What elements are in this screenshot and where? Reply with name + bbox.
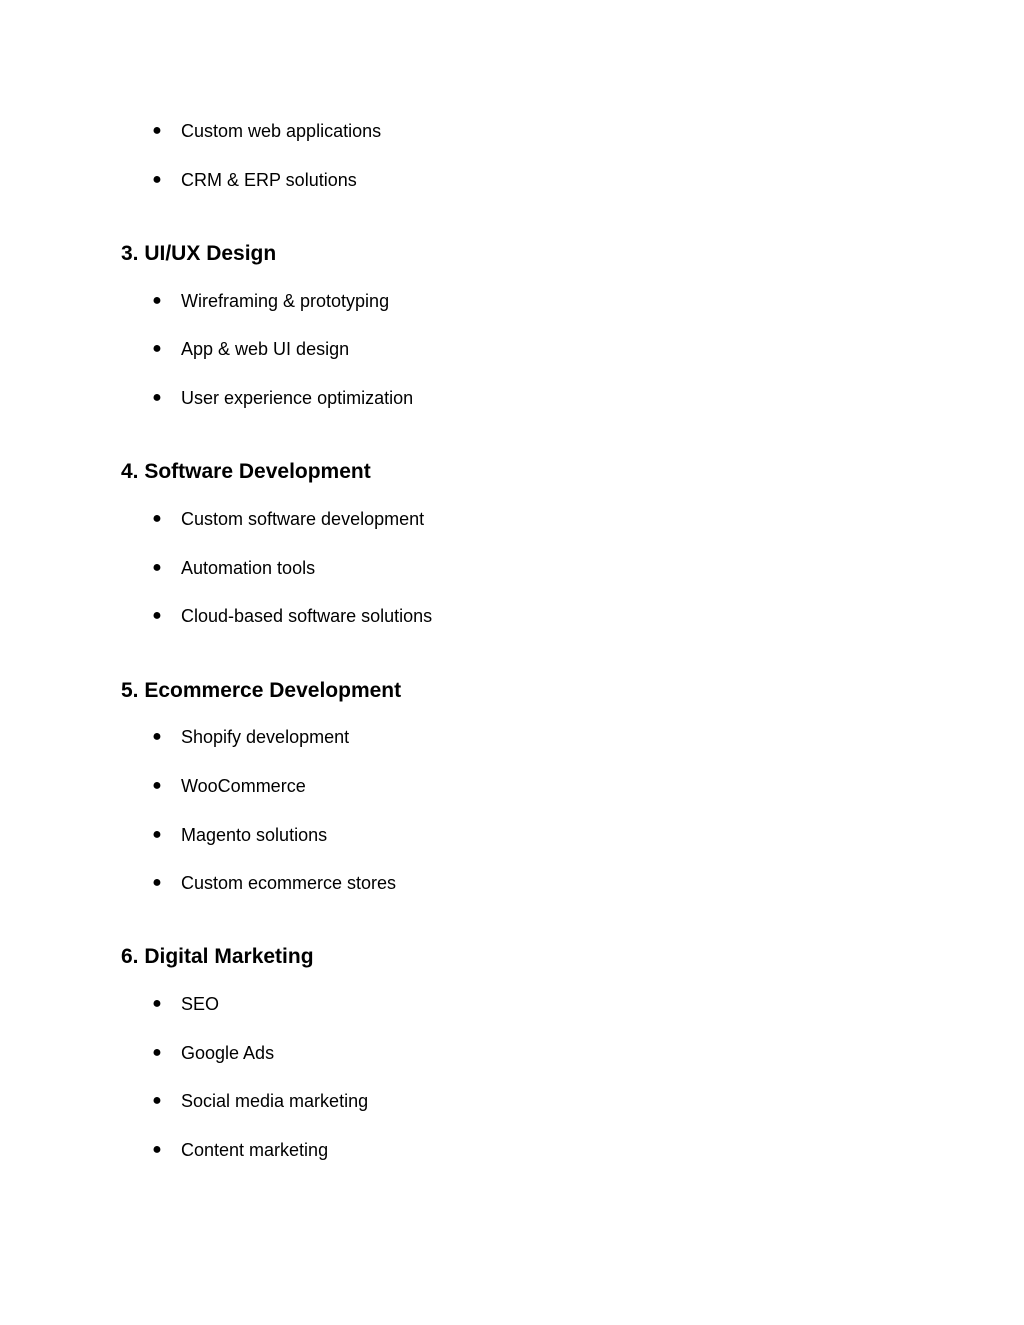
list-item-text: Custom web applications xyxy=(181,121,382,141)
bullet: ● xyxy=(152,777,162,794)
bullet: ● xyxy=(152,826,162,843)
list-item-text: Content marketing xyxy=(181,1140,329,1160)
list-item-text: App & web UI design xyxy=(181,339,350,359)
bullet: ● xyxy=(152,292,162,309)
section-heading-ecommerce-development: 5. Ecommerce Development xyxy=(121,679,402,702)
section-heading-software-development: 4. Software Development xyxy=(121,460,371,483)
bullet: ● xyxy=(152,1092,162,1109)
bullet: ● xyxy=(152,171,162,188)
list-item-text: Magento solutions xyxy=(181,825,328,845)
bullet: ● xyxy=(152,995,162,1012)
bullet: ● xyxy=(152,340,162,357)
bullet: ● xyxy=(152,559,162,576)
list-item-text: Social media marketing xyxy=(181,1091,369,1111)
list-item-text: Custom software development xyxy=(181,509,425,529)
list-item-text: Cloud-based software solutions xyxy=(181,606,433,626)
bullet: ● xyxy=(152,728,162,745)
list-item-text: Custom ecommerce stores xyxy=(181,873,397,893)
list-item-text: Automation tools xyxy=(181,558,316,578)
list-item-text: User experience optimization xyxy=(181,388,414,408)
bullet: ● xyxy=(152,607,162,624)
bullet: ● xyxy=(152,389,162,406)
list-item-text: CRM & ERP solutions xyxy=(181,170,357,190)
bullet: ● xyxy=(152,122,162,139)
bullet: ● xyxy=(152,1044,162,1061)
list-item-text: Google Ads xyxy=(181,1043,275,1063)
list-item-text: Wireframing & prototyping xyxy=(181,291,390,311)
bullet: ● xyxy=(152,510,162,527)
bullet: ● xyxy=(152,1141,162,1158)
list-item-text: SEO xyxy=(181,994,220,1014)
section-heading-ui-ux-design: 3. UI/UX Design xyxy=(121,242,277,265)
section-heading-digital-marketing: 6. Digital Marketing xyxy=(121,945,314,968)
list-item-text: WooCommerce xyxy=(181,776,306,796)
list-item-text: Shopify development xyxy=(181,727,350,747)
bullet: ● xyxy=(152,874,162,891)
